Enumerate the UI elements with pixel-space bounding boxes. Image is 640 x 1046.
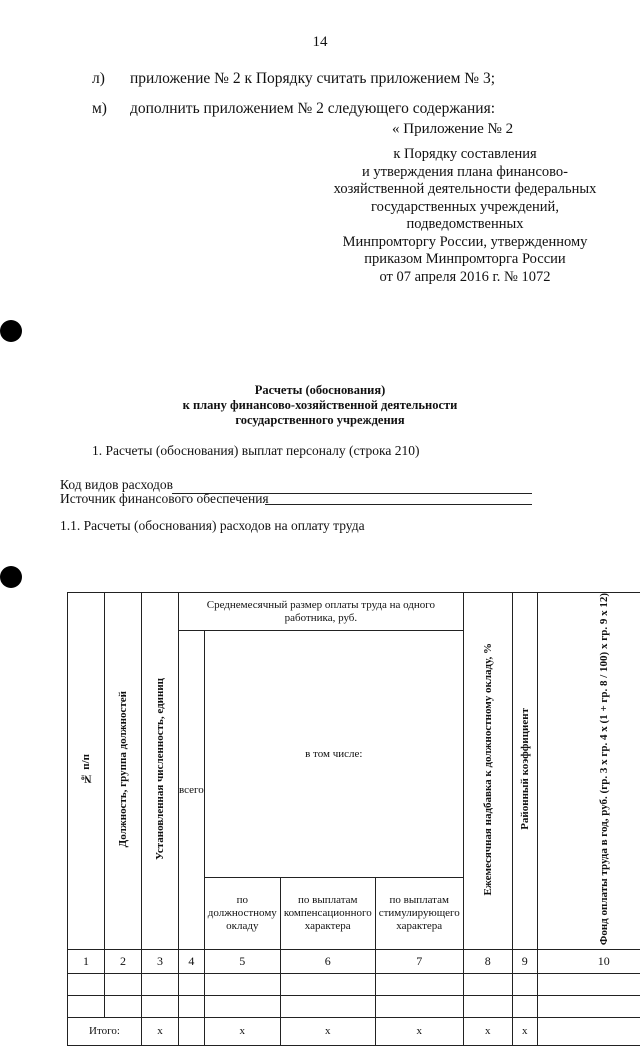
header-fund: Фонд оплаты труда в год, руб. (гр. 3 х гр. 4 х (1 + гр. 8 / 100) х гр. 9 х 12) (537, 593, 640, 950)
punch-hole (0, 320, 22, 342)
field-source-label: Источник финансового обеспечения (60, 491, 269, 507)
total-row (68, 1018, 640, 1046)
column-number: 10 (537, 950, 640, 974)
document-heading (0, 383, 640, 428)
column-number: 7 (375, 950, 463, 974)
total-x: х (204, 1018, 280, 1046)
table-row (68, 974, 640, 996)
appendix-title: « Приложение № 2 (392, 121, 513, 138)
field-source-line (265, 504, 532, 505)
punch-hole (0, 566, 22, 588)
appendix-line: хозяйственной деятельности федеральных (285, 181, 640, 199)
page-number: 14 (0, 34, 640, 51)
heading-line: государственного учреждения (0, 413, 640, 428)
header-regional: Районный коэффициент (512, 593, 537, 950)
heading-line: к плану финансово-хозяйственной деятельности (0, 398, 640, 413)
payroll-table (67, 592, 640, 1046)
appendix-line: Минпромторгу России, утвержденному (285, 234, 640, 252)
header-salary: по должностному окладу (204, 878, 280, 950)
field-code-label: Код видов расходов (60, 477, 173, 493)
item-marker-m: м) (92, 100, 107, 118)
column-number: 6 (280, 950, 375, 974)
header-num: № п/п (68, 593, 105, 950)
table-row (68, 996, 640, 1018)
header-bonus: Ежемесячная надбавка к должностному окладу, % (463, 593, 512, 950)
column-number: 4 (179, 950, 205, 974)
heading-line: Расчеты (обоснования) (0, 383, 640, 398)
column-number: 5 (204, 950, 280, 974)
header-position: Должность, группа должностей (105, 593, 142, 950)
header-avg-salary: Среднемесячный размер оплаты труда на одного работника, руб. (179, 593, 464, 631)
column-number: 9 (512, 950, 537, 974)
total-x: х (142, 1018, 179, 1046)
column-numbers-row (68, 950, 640, 974)
total-x: х (375, 1018, 463, 1046)
item-marker-l: л) (92, 70, 105, 88)
column-number: 3 (142, 950, 179, 974)
appendix-line: подведомственных (285, 216, 640, 234)
appendix-line: государственных учреждений, (285, 199, 640, 217)
appendix-line: приказом Минпромторга России (285, 251, 640, 269)
appendix-line: и утверждения плана финансово- (285, 164, 640, 182)
header-compensation: по выплатам компенсационного характера (280, 878, 375, 950)
total-x: х (280, 1018, 375, 1046)
column-number: 8 (463, 950, 512, 974)
item-text-m: дополнить приложением № 2 следующего содержания: (130, 100, 495, 118)
header-count: Установленная численность, единиц (142, 593, 179, 950)
header-stimulating: по выплатам стимулирующего характера (375, 878, 463, 950)
item-text-l: приложение № 2 к Порядку считать приложением № 3; (130, 70, 495, 88)
total-x: х (512, 1018, 537, 1046)
total-label: Итого: (68, 1018, 142, 1046)
section-1-1-title: 1.1. Расчеты (обоснования) расходов на оплату труда (60, 518, 365, 534)
appendix-line: к Порядку составления (285, 146, 640, 164)
header-total: всего (179, 631, 205, 950)
header-including: в том числе: (204, 631, 463, 878)
appendix-block (285, 146, 640, 286)
column-number: 1 (68, 950, 105, 974)
appendix-line: от 07 апреля 2016 г. № 1072 (285, 269, 640, 287)
section-1-title: 1. Расчеты (обоснования) выплат персоналу (строка 210) (92, 443, 419, 459)
column-number: 2 (105, 950, 142, 974)
total-x: х (463, 1018, 512, 1046)
